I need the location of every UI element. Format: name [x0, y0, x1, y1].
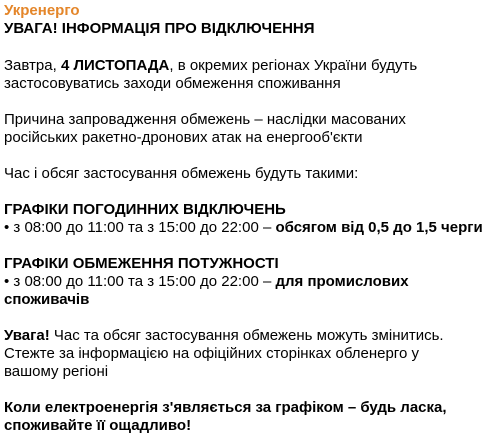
section-title-hourly-outages: ГРАФІКИ ПОГОДИННИХ ВІДКЛЮЧЕНЬ — [4, 201, 286, 218]
post-headline: УВАГА! ІНФОРМАЦІЯ ПРО ВІДКЛЮЧЕННЯ — [4, 20, 315, 37]
text-span: Час та обсяг застосування обмежень можуть змінитись. — [49, 327, 444, 344]
closing-line: Коли електроенергія з'являється за графіком – будь ласка, — [4, 399, 447, 416]
paragraph-line: Час і обсяг застосування обмежень будуть такими: — [4, 165, 359, 182]
warning-label: Увага! — [4, 327, 50, 344]
consumer-emphasis: для промислових — [275, 273, 409, 290]
channel-name[interactable]: Укренерго — [4, 2, 80, 19]
time-range: • з 08:00 до 11:00 та з 15:00 до 22:00 – — [4, 273, 276, 290]
schedule-line-power — [4, 273, 409, 291]
paragraph-line: застосовуватись заходи обмеження споживання — [4, 75, 341, 92]
schedule-line-hourly — [4, 219, 483, 237]
text-span: , в окремих регіонах України будуть — [169, 57, 418, 74]
text-span: Завтра, — [4, 57, 61, 74]
warning-line — [4, 327, 444, 345]
consumer-emphasis-cont: споживачів — [4, 291, 90, 308]
warning-line: Стежте за інформацією на офіційних сторінках обленерго у — [4, 345, 419, 362]
closing-line: споживайте її ощадливо! — [4, 417, 192, 434]
section-title-power-limits: ГРАФІКИ ОБМЕЖЕННЯ ПОТУЖНОСТІ — [4, 255, 279, 272]
paragraph-line: Причина запровадження обмежень – наслідки масованих — [4, 111, 406, 128]
warning-line: вашому регіоні — [4, 363, 109, 380]
paragraph-line: російських ракетно-дронових атак на енергооб'єкти — [4, 129, 363, 146]
paragraph-date-line — [4, 57, 417, 75]
time-range: • з 08:00 до 11:00 та з 15:00 до 22:00 – — [4, 219, 276, 236]
volume-emphasis: обсягом від 0,5 до 1,5 черги — [275, 219, 483, 236]
date-emphasis: 4 ЛИСТОПАДА — [60, 57, 170, 74]
